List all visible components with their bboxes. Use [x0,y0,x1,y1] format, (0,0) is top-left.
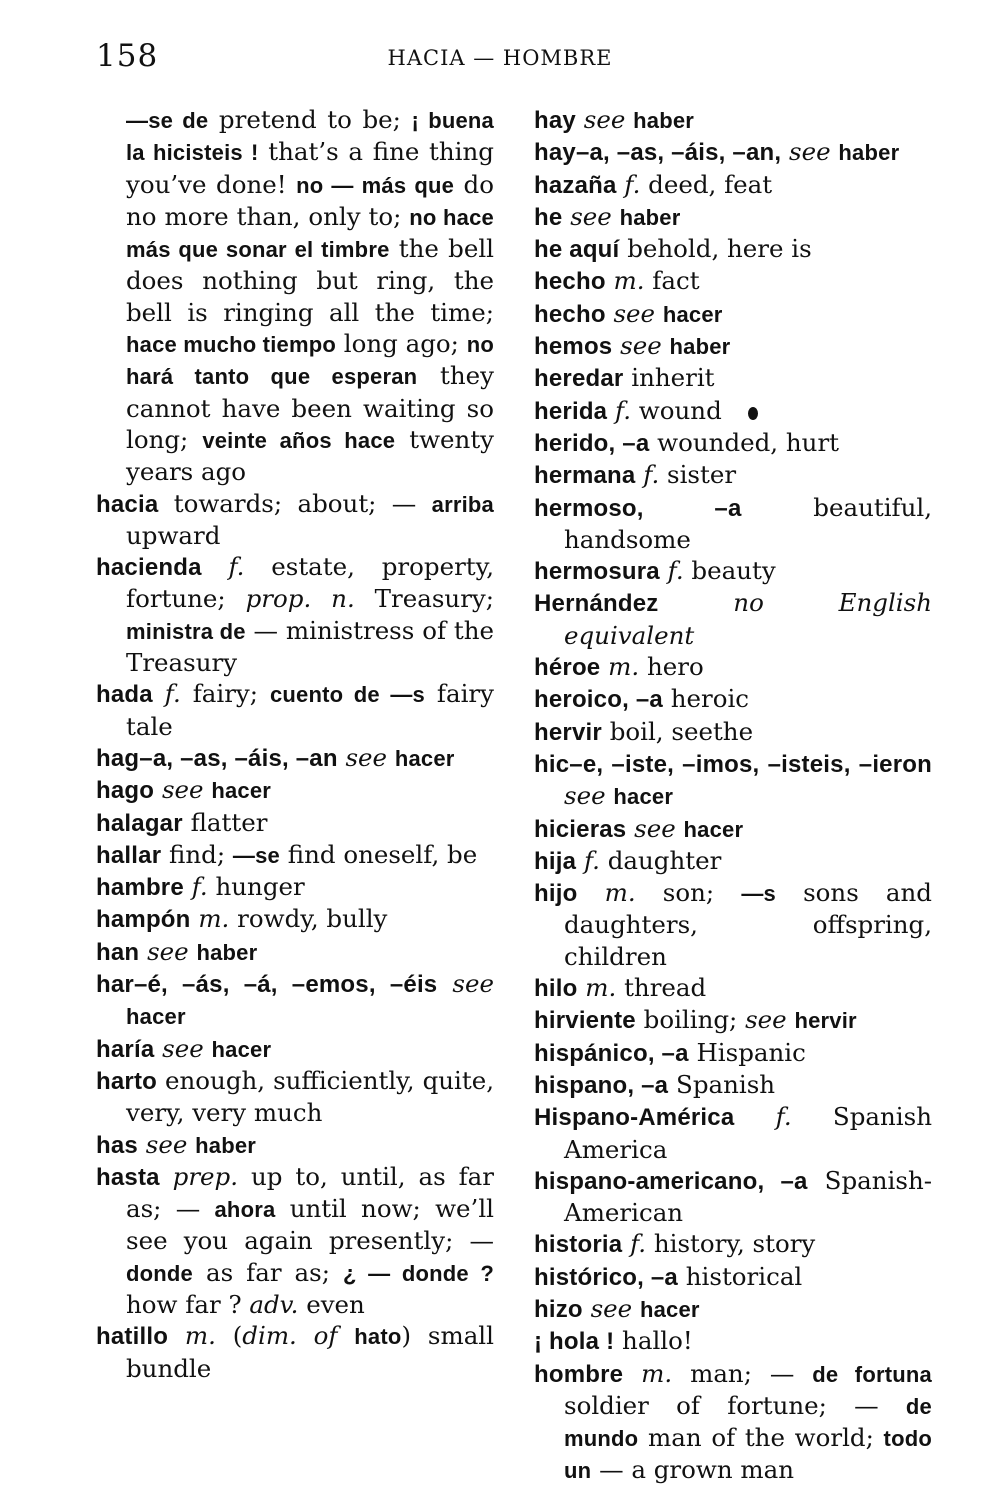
bold-phrase: no hará tanto que esperan [126,332,494,390]
italic-label: f. [643,460,660,490]
italic-label: m. [641,1358,673,1388]
dictionary-entry [534,1069,932,1101]
running-head: HACIA — HOMBRE [387,46,613,70]
definition-text [138,1130,146,1159]
dictionary-entry [96,104,494,488]
dictionary-entry [534,265,932,297]
definition-text: Spanish-American [564,1165,932,1228]
italic-label: see [564,781,606,811]
definition-text: history, story [646,1229,816,1259]
dictionary-entry [534,427,932,459]
definition-text: historical [677,1261,803,1291]
italic-label: m. [198,904,230,934]
dictionary-entry [96,774,494,806]
italic-label: f. [630,1229,647,1259]
bold-phrase: haber [195,1132,257,1158]
dictionary-entry [534,1004,932,1036]
definition-text: as far as; [193,1257,343,1287]
dictionary-entry [534,169,932,201]
definition-text: even [298,1289,365,1319]
italic-label: m. [613,266,645,296]
definition-text: up to, until, as far as; — [126,1161,495,1224]
definition-text: find oneself, be [279,839,478,869]
dictionary-entry [534,233,932,265]
italic-label: see [145,1129,188,1159]
definition-text: Spanish America [564,1102,932,1164]
bold-phrase: hacer [211,1036,272,1062]
headword: heredar [534,365,624,393]
bold-phrase: hervir [794,1008,857,1034]
definition-text: — ministress of the Treasury [126,615,494,678]
definition-text [660,556,668,585]
italic-label: no English equivalent [564,588,932,650]
dictionary-entry [534,330,932,362]
bold-phrase: —se [232,842,280,868]
italic-label: f. [228,552,245,582]
headword: hay [534,107,576,134]
headword: historia [534,1231,623,1259]
bold-phrase: todo un [564,1426,932,1484]
bold-phrase: haber [196,939,258,965]
headword: hispano-americano, –a [534,1167,808,1195]
headword: hambre [96,874,184,902]
definition-text: long ago; [336,329,467,359]
dictionary-entry [534,587,932,651]
dictionary-entry [534,1165,932,1229]
headword: hacia [96,490,159,518]
definition-text [623,1359,641,1388]
definition-text [154,1034,162,1063]
dictionary-entry [534,1228,932,1260]
dictionary-entry [96,839,494,871]
definition-text [625,105,633,134]
definition-text: find; [161,839,233,869]
dictionary-entry [534,459,932,491]
dictionary-entry [96,488,494,552]
bold-phrase: no hace más que sonar el timbre [126,204,494,263]
definition-text: Hispanic [688,1037,806,1067]
dictionary-entry [96,936,494,968]
definition-text: towards; about; — [158,488,432,518]
dictionary-entry [534,555,932,587]
definition-text: hunger [207,872,305,902]
headword: herida [534,397,608,425]
dictionary-entry [534,813,932,845]
dictionary-entry [96,742,494,774]
headword: hirviente [534,1007,636,1035]
italic-label: see [162,1033,204,1063]
right-column [534,104,932,1487]
ink-dot-mark [748,407,758,420]
definition-text [632,1294,640,1323]
dictionary-entry [534,1293,932,1325]
definition-text: beauty [683,556,776,586]
headword: hada [96,681,153,709]
headword: harto [96,1067,157,1095]
dictionary-entry [96,1065,494,1129]
dictionary-entry [534,201,932,233]
dictionary-entry [534,104,932,136]
definition-text [583,1294,591,1323]
italic-label: see [634,813,676,843]
bold-phrase: —s [741,881,776,907]
definition-text [576,846,584,875]
definition-text: boil, seethe [601,716,754,746]
dictionary-entry [534,1101,932,1165]
definition-text: behold, here is [619,234,812,264]
headword: halagar [96,809,183,837]
bold-phrase: cuento de —s [269,682,425,708]
definition-text: how far ? [126,1289,250,1319]
definition-text: Spanish [668,1069,776,1099]
dictionary-entry [96,903,494,935]
definition-text [655,299,663,328]
headword: hizo [534,1295,583,1323]
definition-text: man of the world; [638,1423,884,1453]
dictionary-entry [96,678,494,742]
bold-phrase: no — más que [296,172,455,198]
headword: hallar [96,841,162,869]
definition-text: Treasury; [354,584,494,614]
headword: hermosura [534,558,660,586]
headword: herido, –a [534,429,650,457]
definition-text [160,1162,173,1191]
left-column [96,104,494,1384]
definition-text: ) small bundle [126,1321,494,1383]
headword: hecho [534,268,606,296]
definition-text [154,775,162,804]
definition-text [576,105,584,134]
bold-phrase: donde [126,1260,193,1286]
bold-phrase: hacer [394,745,455,771]
dictionary-entry [96,551,494,678]
headword: hispano, –a [534,1071,669,1099]
definition-text: heroic [662,684,750,714]
bold-phrase: ministra de [126,618,246,644]
bold-phrase: hacer [126,1004,186,1030]
bold-phrase: hato [354,1324,402,1350]
definition-text: — a grown man [591,1455,795,1485]
headword: ¡ hola ! [534,1328,615,1356]
definition-text: sister [659,460,737,490]
bold-phrase: haber [633,108,695,133]
headword: héroe [534,654,601,682]
headword: Hispano-América [534,1104,735,1132]
italic-label: see [745,1005,787,1035]
headword: hemos [534,333,613,361]
definition-text: they cannot have been waiting so long; [126,361,494,454]
italic-label: f. [624,169,641,199]
headword: hombre [534,1360,624,1388]
definition-text [734,1102,775,1131]
dictionary-entry [534,136,932,168]
definition-text: thread [616,973,707,1003]
headword: he aquí [534,236,620,264]
definition-text [607,396,615,425]
definition-text: boiling; [635,1005,746,1035]
italic-label: prep. [172,1161,239,1191]
dictionary-entry [534,683,932,715]
dictionary-entry [534,651,932,683]
definition-text: hero [639,652,704,682]
headword: has [96,1131,138,1159]
definition-text [676,814,684,843]
headword: hag–a, –as, –áis, –an [96,744,338,772]
definition-text [622,1229,630,1258]
italic-label: f. [775,1102,792,1132]
definition-text [600,652,608,681]
italic-label: f. [615,395,632,425]
definition-text [202,552,229,581]
dictionary-entry [534,1037,932,1069]
headword: hay–a, –as, –áis, –an, [534,139,782,167]
dictionary-entry [534,845,932,877]
italic-label: see [590,1293,633,1323]
bold-phrase: hacer [683,816,744,842]
headword: hago [96,777,155,805]
definition-text: estate, property, fortune; [126,552,494,614]
definition-text: until now; we’ll see you again presently; — [126,1194,495,1256]
headword: hecho [534,300,606,328]
definition-text: hallo! [614,1326,693,1356]
definition-text: that’s a fine thing you’ve done! [126,137,494,199]
headword: hampón [96,906,191,934]
definition-text: ( [215,1321,243,1351]
bold-phrase: veinte años hace [202,427,396,453]
definition-text: flatter [182,807,268,837]
dictionary-entry [534,362,932,394]
headword: hispánico, –a [534,1039,689,1067]
headword: hermana [534,462,636,490]
italic-label: dim. of [242,1321,338,1351]
italic-label: m. [604,878,636,908]
bold-phrase: de fortuna [812,1361,932,1387]
dictionary-entry [534,1261,932,1293]
dictionary-entry [534,716,932,748]
definition-text: rowdy, bully [229,904,388,934]
italic-label: see [570,201,612,231]
italic-label: m. [184,1321,216,1351]
italic-label: see [620,331,662,361]
italic-label: see [613,298,656,328]
definition-text: do no more than, only to; [126,169,494,231]
bold-phrase: ¿ — donde ? [342,1260,495,1286]
dictionary-entry [96,1320,494,1384]
dictionary-entry [534,972,932,1004]
italic-label: see [583,105,626,134]
definition-text [659,588,734,617]
headword: hilo [534,975,578,1003]
dictionary-entry [534,877,932,972]
bold-phrase: —se de [126,108,209,133]
bold-phrase: arriba [431,491,494,517]
definition-text: fairy tale [126,679,494,741]
italic-label: see [161,775,204,805]
definition-text: inherit [623,363,715,393]
headword: hervir [534,718,602,746]
headword: han [96,938,140,966]
definition-text [437,969,452,998]
headword: histórico, –a [534,1263,678,1291]
definition-text: son; [635,878,742,908]
italic-label: m. [585,973,617,1003]
italic-label: see [345,742,388,772]
headword: haría [96,1035,155,1063]
page-number: 158 [96,38,159,74]
definition-text [612,202,620,231]
headword: heroico, –a [534,686,663,714]
italic-label: f. [583,845,600,875]
definition-text: man; — [672,1358,813,1388]
dictionary-entry [96,871,494,903]
definition-text: the bell does nothing but ring, the bell is ringing all the time; [126,234,495,327]
dictionary-entry [96,1033,494,1065]
bold-phrase: hace mucho tiempo [126,332,336,358]
dictionary-entry [96,807,494,839]
definition-text [577,878,604,907]
dictionary-entry [534,298,932,330]
headword: hatillo [96,1323,169,1351]
headword: hasta [96,1163,160,1191]
definition-text: wounded, hurt [649,427,839,457]
bold-phrase: haber [838,140,900,166]
dictionary-entry [534,748,932,813]
italic-label: see [452,969,494,999]
definition-text [204,1034,212,1063]
definition-text [153,679,165,708]
italic-label: see [789,137,831,167]
italic-label: m. [608,652,640,682]
dictionary-entry [534,395,932,427]
italic-label: see [147,936,189,966]
italic-label: prop. n. [245,584,355,614]
bold-phrase: de mundo [564,1393,932,1452]
bold-phrase: hacer [639,1296,700,1322]
definition-text: beautiful, handsome [564,492,932,554]
dictionary-entry [96,968,494,1033]
italic-label: f. [164,679,181,709]
definition-text [337,1321,354,1350]
headword: har–é, –ás, –á, –emos, –éis [96,971,438,999]
definition-text [168,1321,185,1350]
dictionary-entry [534,492,932,556]
definition-text: pretend to be; [208,105,412,134]
definition-text [139,937,147,966]
bold-phrase: hacer [613,784,674,810]
dictionary-entry [96,1129,494,1161]
definition-text [626,814,634,843]
headword: hicieras [534,815,627,843]
headword: he [534,203,563,231]
headword: hijo [534,880,578,908]
headword: hermoso, –a [534,494,742,522]
definition-text: deed, feat [640,169,773,199]
headword: hic–e, –iste, –imos, –isteis, –ieron [534,750,932,778]
italic-label: adv. [249,1289,299,1319]
headword: hazaña [534,171,617,199]
bold-phrase: haber [669,334,731,360]
definition-text [184,872,192,901]
definition-text: daughter [599,845,722,875]
dictionary-entry [534,1325,932,1357]
definition-text: soldier of fortune; — [564,1390,906,1420]
definition-text: sons and daughters, offspring, children [564,878,932,971]
italic-label: f. [191,872,208,902]
dictionary-entry [534,1358,932,1487]
bold-phrase: hacer [662,301,723,327]
definition-text: fact [644,266,700,296]
headword: hacienda [96,554,202,582]
headword: hija [534,847,577,875]
definition-text [781,137,789,166]
definition-text [612,331,620,360]
definition-text: fairy; [180,679,270,709]
bold-phrase: hacer [211,778,272,804]
italic-label: f. [667,556,684,586]
definition-text: upward [126,520,221,550]
definition-text [387,743,395,772]
bold-phrase: ¡ buena la hicisteis ! [126,108,494,166]
definition-text [662,331,670,360]
definition-text: wound [631,395,722,425]
bold-phrase: ahora [214,1197,276,1223]
definition-text [187,1130,195,1159]
bold-phrase: haber [619,204,681,230]
dictionary-entry [96,1161,494,1320]
definition-text: twenty years ago [126,424,495,487]
headword: Hernández [534,590,659,618]
definition-text: enough, sufficiently, quite, very, very much [126,1065,494,1128]
